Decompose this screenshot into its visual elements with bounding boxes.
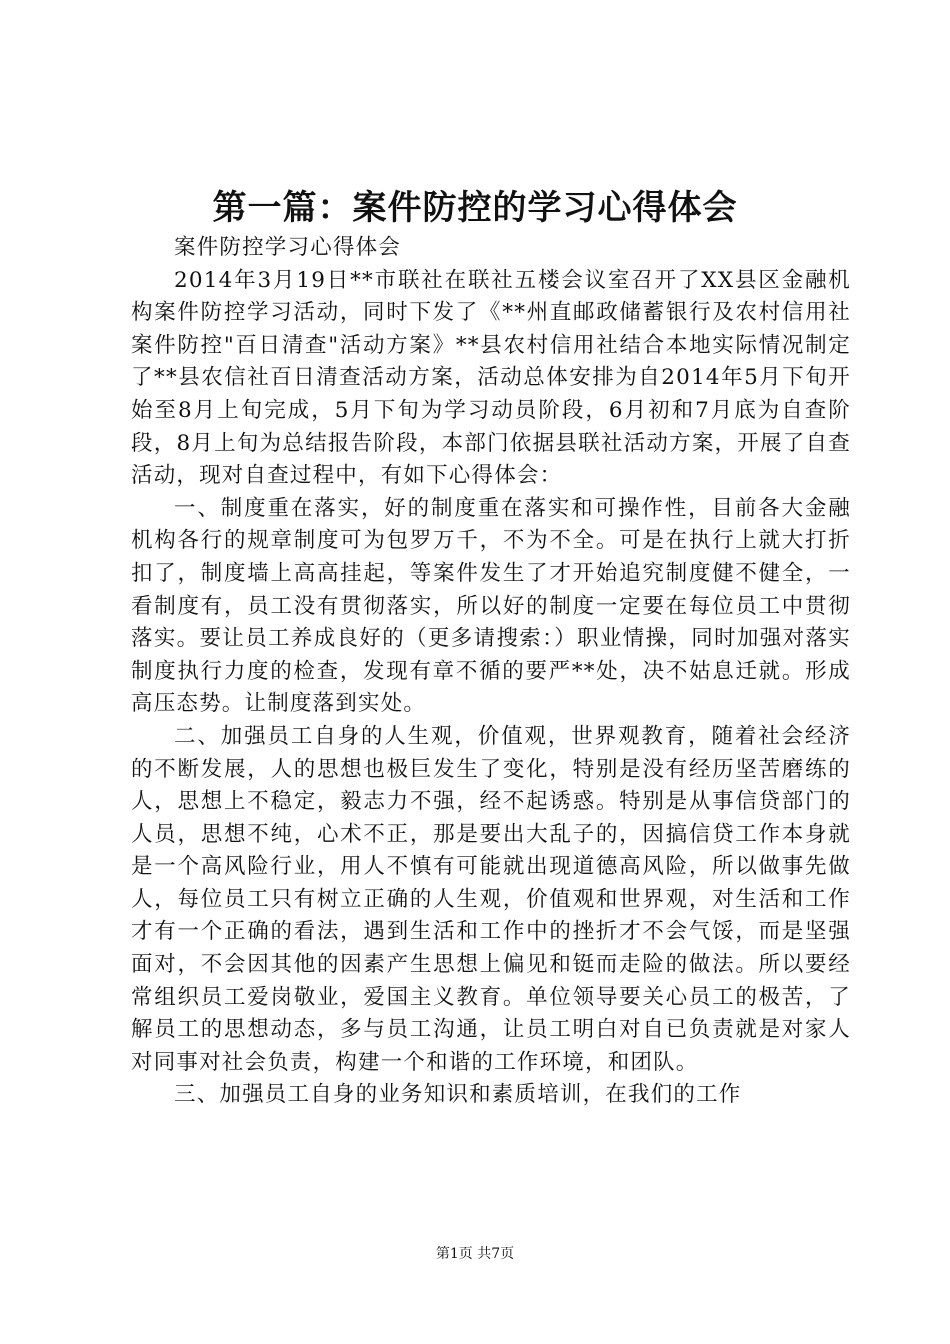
paragraph-point-one: 一、制度重在落实，好的制度重在落实和可操作性，目前各大金融机构各行的规章制度可为包罗万千，不为不全。可是在执行上就大打折扣了，制度墙上高高挂起，等案件发生了才开始追究制度健不健全，一看制度有，员工没有贯彻落实，所以好的制度一定要在每位员工中贯彻落实。要让员工养成良好的（更多请搜索：）职业情操，同时加强对落实制度执行力度的检查，发现有章不循的要严**处，决不姑息迁就。形成高压态势。让制度落到实处。 bbox=[131, 495, 851, 717]
paragraph-subtitle: 案件防控学习心得体会 bbox=[174, 235, 402, 260]
paragraph-intro: 2014年3月19日**市联社在联社五楼会议室召开了XX县区金融机构案件防控学习活动，同时下发了《**州直邮政储蓄银行及农村信用社案件防控"百日清查"活动方案》**县农村信用社结合本地实际情况制定了**县农信社百日清查活动方案，活动总体安排为自2014年5月下旬开始至8月上旬完成，5月下旬为学习动员阶段，6月初和7月底为自查阶段，8月上旬为总结报告阶段，本部门依据县联社活动方案，开展了自查活动，现对自查过程中，有如下心得体会： bbox=[131, 267, 851, 489]
paragraph-point-three: 三、加强员工自身的业务知识和素质培训，在我们的工作 bbox=[174, 1082, 742, 1108]
paragraph-point-two: 二、加强员工自身的人生观，价值观，世界观教育，随着社会经济的不断发展，人的思想也极巨发生了变化，特别是没有经历坚苦磨练的人，思想上不稳定，毅志力不强，经不起诱惑。特别是从事信贷部门的人员，思想不纯，心术不正，那是要出大乱子的，因搞信贷工作本身就是一个高风险行业，用人不慎有可能就出现道德高风险，所以做事先做人，每位员工只有树立正确的人生观，价值观和世界观，对生活和工作才有一个正确的看法，遇到生活和工作中的挫折才不会气馁，而是坚强面对，不会因其他的因素产生思想上偏见和铤而走险的做法。所以要经常组织员工爱岗敬业，爱国主义教育。单位领导要关心员工的极苦，了解员工的思想动态，多与员工沟通，让员工明白对自已负责就是对家人对同事对社会负责，构建一个和谐的工作环境，和团队。 bbox=[131, 723, 851, 1075]
page-number-footer: 第1页 共7页 bbox=[435, 1246, 515, 1262]
document-body bbox=[131, 232, 851, 1112]
document-title: 第一篇：案件防控的学习心得体会 bbox=[212, 188, 738, 228]
